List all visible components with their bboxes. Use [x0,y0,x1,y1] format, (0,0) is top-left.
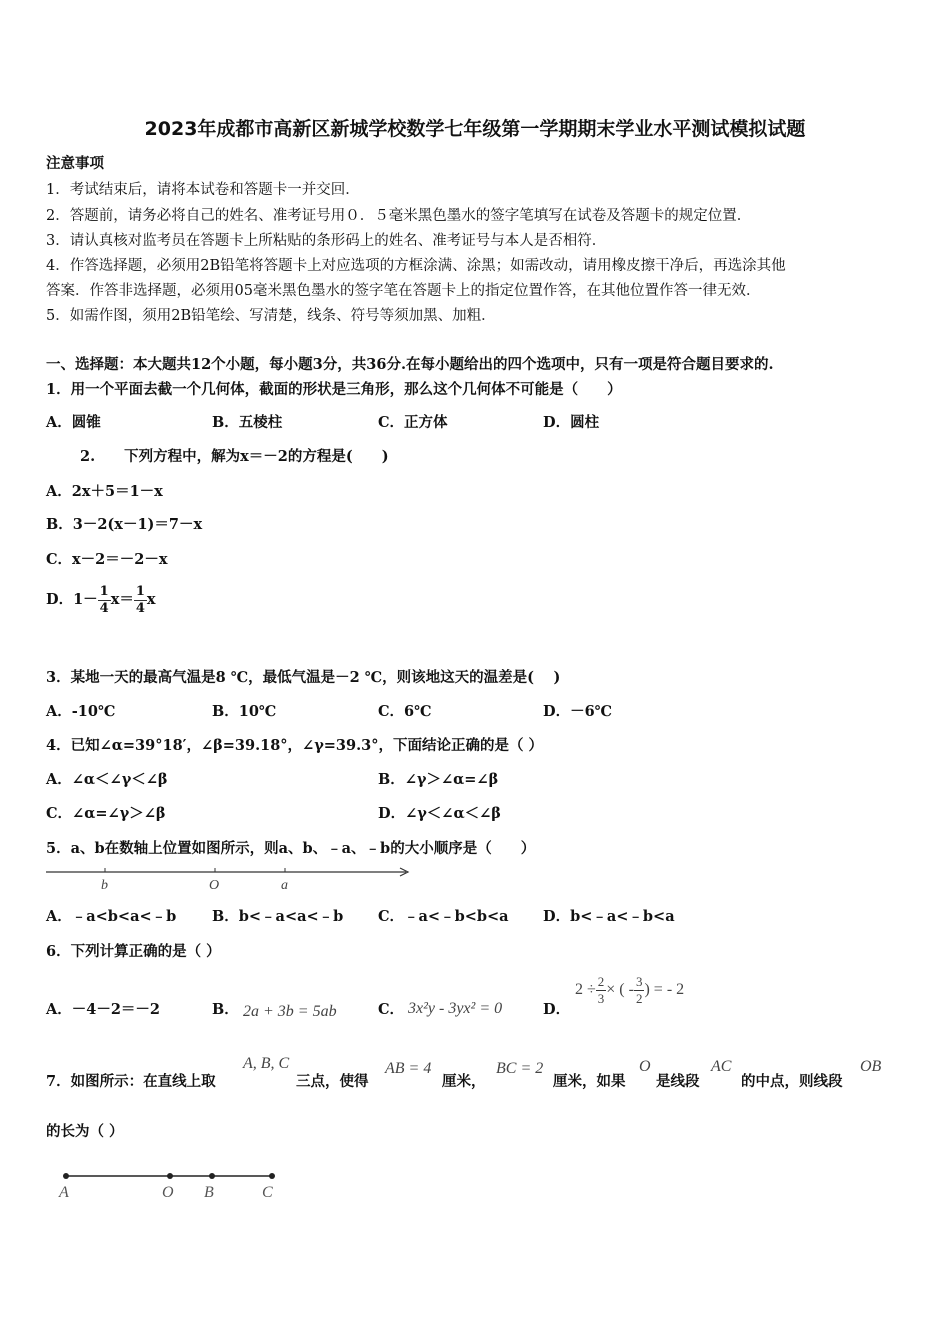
q1-option-b: B．五棱柱 [212,414,283,431]
q3-option-c: C．6℃ [378,703,432,720]
q7-math-bc: BC = 2 [496,1060,544,1077]
q2-option-a: A．2x＋5＝1－x [46,483,163,500]
axis-label-o: O [209,878,220,893]
q7-math-ob: OB [860,1058,882,1075]
q6-stem: 6．下列计算正确的是（ ） [46,943,221,960]
q4-option-d: D．∠γ＜∠α＜∠β [378,805,501,822]
notice-item-4: 4．作答选择题，必须用2B铅笔将答题卡上对应选项的方框涂满、涂黑；如需改动，请用橡皮擦干净后，再选涂其他 [46,258,786,274]
notice-heading: 注意事项 [46,155,104,172]
q5-option-c: C．﹣a<﹣b<b<a [378,908,509,925]
q2-option-d [46,584,156,616]
q7-math-ab: AB = 4 [385,1060,432,1077]
q6-d-tail: ) = - 2 [644,980,685,998]
q4-stem: 4．已知∠α=39°18′，∠β=39.18°，∠γ=39.3°，下面结论正确的是（ ） [46,737,544,754]
q6-d-f1-num: 2 [597,974,605,989]
q5-stem: 5．a、b在数轴上位置如图所示，则a、b、﹣a、﹣b的大小顺序是（ ） [46,840,536,857]
segment-figure [50,1166,290,1206]
q2-d-prefix: D．1－ [46,591,98,609]
q5-option-d: D．b<﹣a<﹣b<a [543,908,675,925]
q7-text-6: 的中点，则线段 [741,1073,843,1090]
q4-option-a: A．∠α＜∠γ＜∠β [46,771,168,788]
q2-d-fraction-1 [98,584,111,616]
q3-option-a: A．-10℃ [46,703,116,720]
segment-label-o: O [162,1184,174,1201]
q3-option-d: D．－6℃ [543,703,613,720]
q2-d-suffix: x [146,591,156,609]
q7-math-ac: AC [711,1058,732,1075]
q6-option-c-label: C． [378,1001,405,1018]
segment-label-c: C [262,1184,273,1201]
notice-item-5: 5．如需作图，须用2B铅笔绘、写清楚，线条、符号等须加黑、加粗． [46,308,496,324]
q7-text-4: 厘米，如果 [553,1073,626,1090]
axis-label-b: b [101,878,108,893]
q7-text-3: 厘米， [442,1073,486,1090]
q6-d-fraction-1 [596,974,607,1006]
notice-item-4-cont: 答案．作答非选择题，必须用05毫米黑色墨水的签字笔在答题卡上的指定位置作答，在其他位置作答一律无效． [46,283,761,299]
q4-option-b: B．∠γ＞∠α=∠β [378,771,499,788]
q6-option-a: A．－4－2＝－2 [46,1001,161,1018]
q2-d-frac1-den: 4 [99,600,109,616]
q5-option-b: B．b<﹣a<a<﹣b [212,908,344,925]
q6-d-lead: 2 ÷ [575,980,596,998]
q6-option-b-math: 2a + 3b = 5ab [243,1003,337,1020]
q2-d-frac2-den: 4 [135,600,145,616]
q7-text-2: 三点，使得 [296,1073,369,1090]
q7-text-1: 7．如图所示：在直线上取 [46,1073,216,1090]
q3-stem: 3．某地一天的最高气温是8 ℃，最低气温是－2 ℃，则该地这天的温差是( ) [46,669,561,686]
q2-d-fraction-2 [134,584,147,616]
axis-label-a: a [281,878,288,893]
q7-math-points: A, B, C [243,1055,290,1072]
notice-item-3: 3．请认真核对监考员在答题卡上所粘贴的条形码上的姓名、准考证号与本人是否相符． [46,233,607,249]
q6-option-c-math: 3x²y - 3yx² = 0 [408,1000,503,1017]
q6-option-b-label: B． [212,1001,239,1018]
q6-d-mid: × ( - [606,980,634,998]
notice-item-2: 2．答题前，请务必将自己的姓名、准考证号用０．５毫米黑色墨水的签字笔填写在试卷及答题卡的规定位置． [46,208,752,224]
section-heading: 一、选择题：本大题共12个小题，每小题3分，共36分.在每小题给出的四个选项中，只有一项是符合题目要求的. [46,356,774,373]
q6-d-f2-num: 3 [635,974,643,989]
segment-label-a: A [59,1184,69,1201]
q1-stem: 1．用一个平面去截一个几何体，截面的形状是三角形，那么这个几何体不可能是（ ） [46,381,622,398]
q1-option-d: D．圆柱 [543,414,600,431]
segment-label-b: B [204,1184,214,1201]
number-line-figure [40,862,420,894]
q3-option-b: B．10℃ [212,703,277,720]
q4-option-c: C．∠α=∠γ＞∠β [46,805,166,822]
q2-stem: 2. 下列方程中，解为x＝－2的方程是( ) [80,448,389,465]
q6-option-d-label: D． [543,1001,571,1018]
q6-d-f1-den: 3 [597,990,605,1006]
q1-option-c: C．正方体 [378,414,448,431]
q7-math-o: O [639,1058,651,1075]
q2-d-frac2-num: 1 [135,584,145,599]
q2-option-c: C．x－2＝－2－x [46,551,168,568]
page-title: 2023年成都市高新区新城学校数学七年级第一学期期末学业水平测试模拟试题 [144,118,806,140]
notice-item-1: 1．考试结束后，请将本试卷和答题卡一并交回． [46,182,360,198]
q7-text-5: 是线段 [656,1073,700,1090]
q6-d-fraction-2 [634,974,645,1006]
q7-text-line2: 的长为（ ） [46,1123,124,1140]
q6-option-d-math [575,974,684,1006]
q2-d-mid: x＝ [110,591,134,609]
q2-d-frac1-num: 1 [99,584,109,599]
q5-option-a: A．﹣a<b<a<﹣b [46,908,177,925]
q6-d-f2-den: 2 [635,990,643,1006]
q1-option-a: A．圆锥 [46,414,101,431]
q2-option-b: B．3－2(x－1)＝7－x [46,516,203,533]
